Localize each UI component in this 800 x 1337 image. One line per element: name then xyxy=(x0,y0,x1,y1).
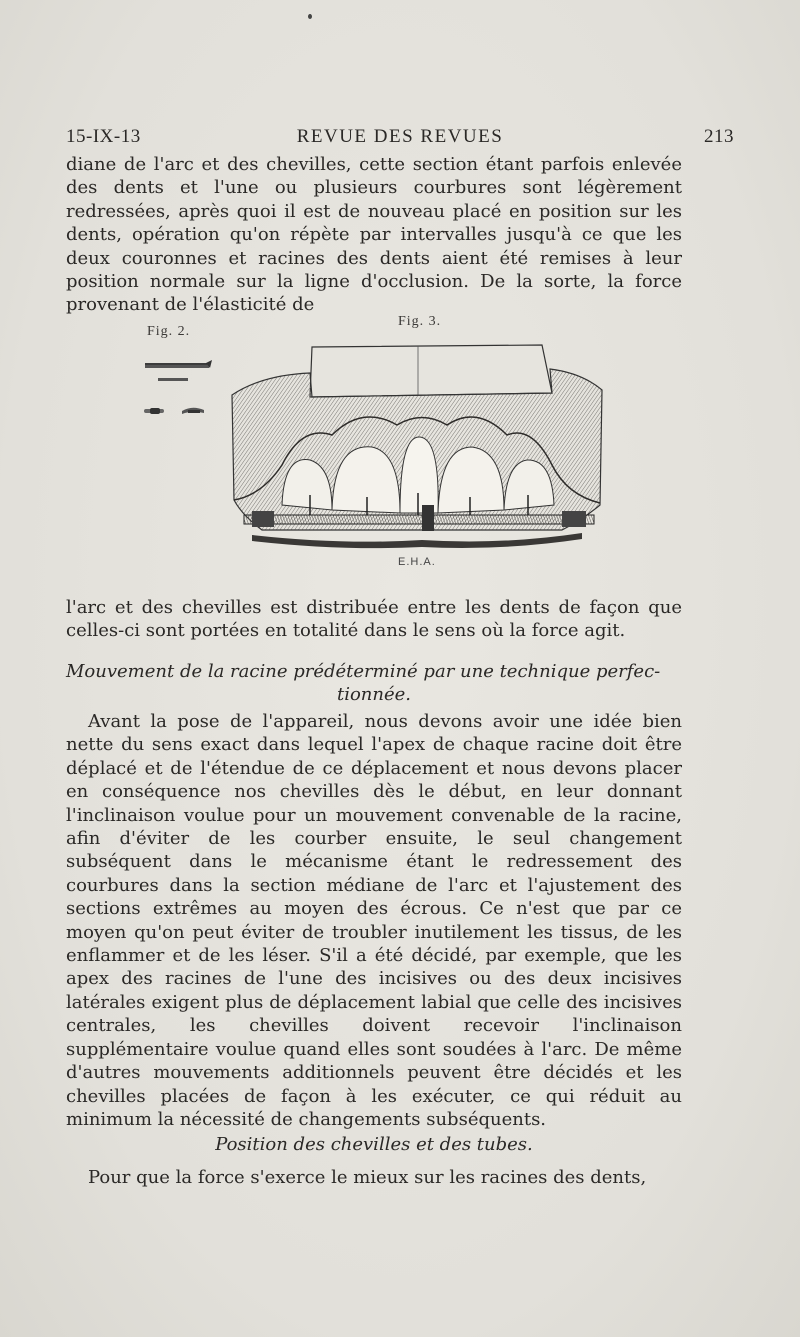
header-date: 15-IX-13 xyxy=(66,126,141,147)
ink-speck xyxy=(308,14,312,19)
header-journal-title: REVUE DES REVUES xyxy=(296,126,504,147)
section-heading-2: Position des chevilles et des tubes. xyxy=(215,1134,533,1155)
page-number: 213 xyxy=(704,126,734,147)
section-heading-1-line-2: tionnée. xyxy=(336,684,412,706)
paragraph-2: l'arc et des chevilles est distribuée entre les dents de façon que celles-ci sont portées en totalité dans le sens où la force agit. xyxy=(66,597,682,642)
figure-2-pins-illustration xyxy=(140,350,220,430)
section-heading-1 xyxy=(66,660,682,708)
figure-2-label: Fig. 2. xyxy=(147,324,191,339)
paragraph-1: diane de l'arc et des chevilles, cette section étant parfois enlevée des dents et l'une ou plusieurs courbures sont légèrement redressées, après quoi il est de nouveau placé en position sur les dents, opération qu'on répète par intervalles jusqu'à ce que les deux couronnes et racines des dents aient été remises à leur position normale sur la ligne d'occlusion. De la sorte, la force provenant de l'élasticité de xyxy=(66,154,682,316)
figure-3-dental-arch-illustration xyxy=(222,335,612,565)
paragraph-4: Pour que la force s'exerce le mieux sur les racines des dents, xyxy=(88,1167,647,1188)
running-header xyxy=(66,126,734,152)
pin-medium xyxy=(158,378,188,381)
model-top-cut xyxy=(310,345,552,397)
tube-short-left xyxy=(144,408,164,414)
paragraph-3: Avant la pose de l'appareil, nous devons avoir une idée bien nette du sens exact dans lequel l'apex de chaque racine doit être déplacé et de l'étendue de ce déplacement et nous devons placer en conséquence nos chevilles dès le début, en leur donnant l'inclinaison voulue pour un mouvement convenable de la racine, afin d'éviter de les courber ensuite, le seul changement subséquent dans le mécanisme étant le redressement des courbures dans la section médiane de l'arc et l'ajustement des sections extrêmes au moyen des écrous. Ce n'est que par ce moyen qu'on peut éviter de troubler inutilement les tissus, de les enflammer et de les léser. S'il a été décidé, par exemple, que les apex des racines de l'une des incisives ou des deux incisives latérales exigent plus de déplacement labial que celle des incisives centrales, les chevilles doivent recevoir l'inclinaison supplémentaire voulue quand elles sont soudées à l'arc. De même d'autres mouvements additionnels peuvent être décidés et les chevilles placées de façon à les exécuter, ce qui réduit au minimum la nécessité de changements subséquents. xyxy=(66,711,682,1130)
figure-3-label: Fig. 3. xyxy=(398,314,442,329)
section-heading-1-line-1: Mouvement de la racine prédéterminé par une technique perfec- xyxy=(66,661,661,682)
tube-short-right xyxy=(182,408,204,414)
figure-3-artist-mark: E.H.A. xyxy=(398,556,436,568)
pin-long xyxy=(145,360,212,368)
